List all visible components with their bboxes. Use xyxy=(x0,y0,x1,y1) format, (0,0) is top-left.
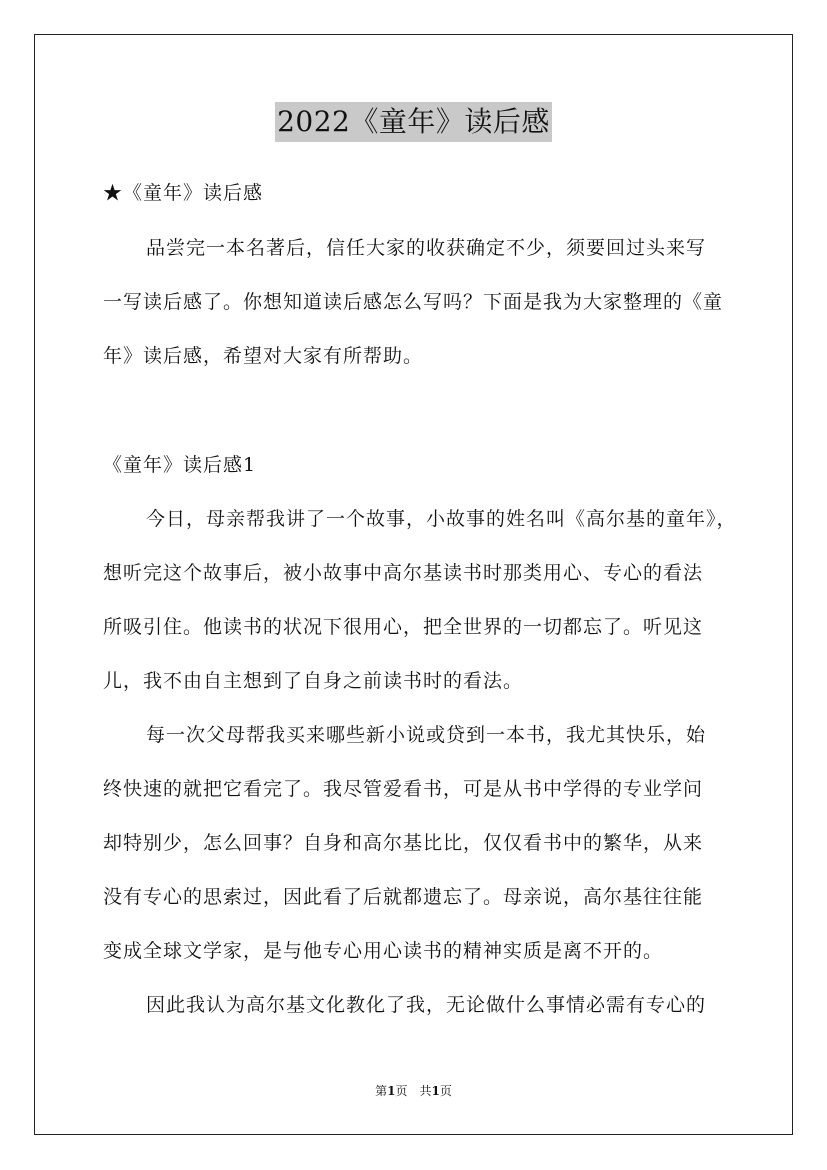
page-footer xyxy=(0,1083,827,1099)
paragraph-line: 因此我认为高尔基文化教化了我，无论做什么事情必需有专心的 xyxy=(146,994,707,1016)
title-container xyxy=(0,102,827,142)
intro-line: 品尝完一本名著后，信任大家的收获确定不少，须要回过头来写 xyxy=(146,237,707,259)
intro-line: 年》读后感，希望对大家有所帮助。 xyxy=(103,345,424,367)
paragraph-line: 终快速的就把它看完了。我尽管爱看书，可是从书中学得的专业学问 xyxy=(103,778,704,800)
paragraph-line: 却特别少，怎么回事？自身和高尔基比比，仅仅看书中的繁华，从来 xyxy=(103,832,704,854)
footer-mid: 页 共 xyxy=(395,1084,432,1098)
footer-page-number: 1 xyxy=(387,1084,396,1098)
paragraph-line: 没有专心的思索过，因此看了后就都遗忘了。母亲说，高尔基往往能 xyxy=(103,886,704,908)
footer-prefix: 第 xyxy=(375,1084,388,1098)
section-heading: 《童年》读后感1 xyxy=(103,454,257,476)
paragraph-line: 想听完这个故事后，被小故事中高尔基读书时那类用心、专心的看法 xyxy=(103,562,704,584)
subtitle: ★《童年》读后感 xyxy=(103,182,264,204)
paragraph-line: 所吸引住。他读书的状况下很用心，把全世界的一切都忘了。听见这 xyxy=(103,616,704,638)
paragraph-line: 今日，母亲帮我讲了一个故事，小故事的姓名叫《高尔基的童年》， xyxy=(146,508,737,530)
document-title: 2022《童年》读后感 xyxy=(275,102,552,142)
paragraph-line: 变成全球文学家，是与他专心用心读书的精神实质是离不开的。 xyxy=(103,940,664,962)
footer-suffix: 页 xyxy=(439,1084,452,1098)
paragraph-line: 每一次父母帮我买来哪些新小说或贷到一本书，我尤其快乐，始 xyxy=(146,724,707,746)
paragraph-line: 儿，我不由自主想到了自身之前读书时的看法。 xyxy=(103,670,524,692)
footer-total-pages: 1 xyxy=(431,1084,440,1098)
intro-line: 一写读后感了。你想知道读后感怎么写吗？下面是我为大家整理的《童 xyxy=(103,291,724,313)
